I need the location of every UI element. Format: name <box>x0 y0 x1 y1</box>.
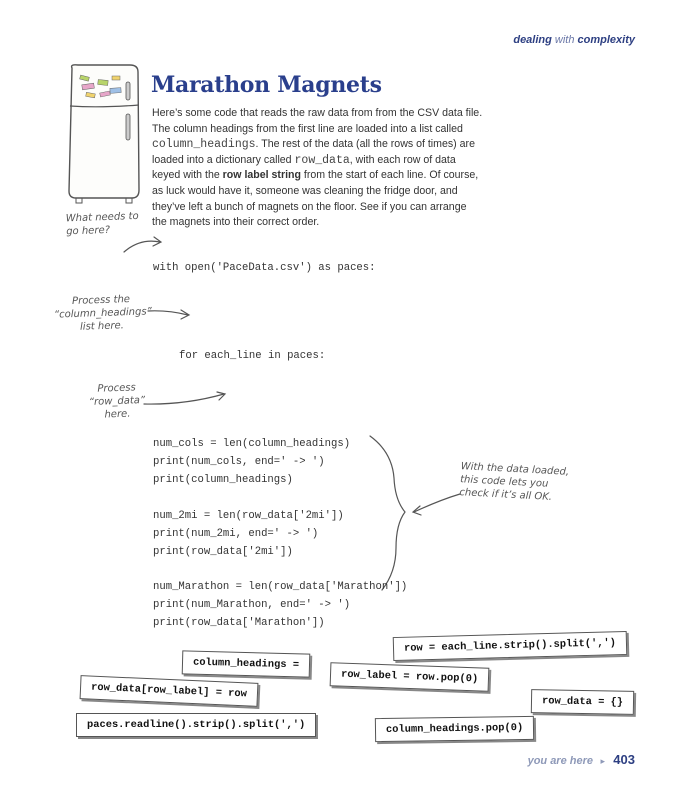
magnet-row-label-pop[interactable]: row_label = row.pop(0) <box>330 662 490 692</box>
code-line-print-headings: print(column_headings) <box>153 474 293 486</box>
code-line-print-2mi: print(num_2mi, end=' -> ') <box>153 528 319 540</box>
note-process-row-data: Process “row_data” here. <box>88 382 146 421</box>
code-line-print-row-marathon: print(row_data['Marathon']) <box>153 617 325 629</box>
code-line-for: for each_line in paces: <box>179 350 326 362</box>
intro-text-1: Here’s some code that reads the raw data from from the CSV data file. The column headings from the first line are loaded into a list called <box>152 107 483 135</box>
footer-arrow-icon: ▸ <box>600 756 605 766</box>
code-line-num-marathon: num_Marathon = len(row_data['Marathon']) <box>153 581 408 593</box>
intro-text-2: . The rest of the data (all the rows of times) are loaded into a dictionary called <box>152 138 475 166</box>
intro-text-3: , with each row of data keyed with the <box>152 153 456 182</box>
magnet-column-headings-pop[interactable]: column_headings.pop(0) <box>375 716 535 742</box>
note-process-headings: Process the “column_headings” list here. <box>53 294 152 333</box>
intro-code-row-data: row_data <box>294 153 350 167</box>
intro-text-4: from the start of each line. Of course, as luck would have it, someone was cleaning the fridge door, and they’ve left a bunch of magnets on the floor. See if you can arrange the magnets into their correct order. <box>152 169 479 229</box>
code-line-print-marathon: print(num_Marathon, end=' -> ') <box>153 599 351 611</box>
note-what-needs: What needs to go here? <box>65 210 139 238</box>
page-title: Marathon Magnets <box>151 72 382 98</box>
code-line-print-cols: print(num_cols, end=' -> ') <box>153 456 325 468</box>
note-with-the-data: With the data loaded, this code lets you check if it’s all OK. <box>459 461 570 503</box>
intro-code-column-headings: column_headings <box>152 138 256 152</box>
magnet-row-split[interactable]: row = each_line.strip().split(',') <box>393 631 628 661</box>
magnet-column-headings-assign[interactable]: column_headings = <box>182 650 311 677</box>
code-line-num-2mi: num_2mi = len(row_data['2mi']) <box>153 510 344 522</box>
footer-you-are-here: you are here <box>527 755 593 767</box>
header-complexity: complexity <box>574 34 635 46</box>
magnet-readline-split[interactable]: paces.readline().strip().split(',') <box>76 713 316 737</box>
header-with: with <box>554 34 575 46</box>
magnet-row-data-init[interactable]: row_data = {} <box>531 689 634 715</box>
code-line-print-row-2mi: print(row_data['2mi']) <box>153 546 293 558</box>
code-line-num-cols: num_cols = len(column_headings) <box>153 438 351 450</box>
header-dealing: dealing <box>513 34 555 46</box>
intro-bold-row-label: row label string <box>222 169 301 182</box>
page-number: 403 <box>613 752 635 767</box>
magnet-row-data-assign[interactable]: row_data[row_label] = row <box>80 675 259 707</box>
code-line-open: with open('PaceData.csv') as paces: <box>153 262 376 274</box>
